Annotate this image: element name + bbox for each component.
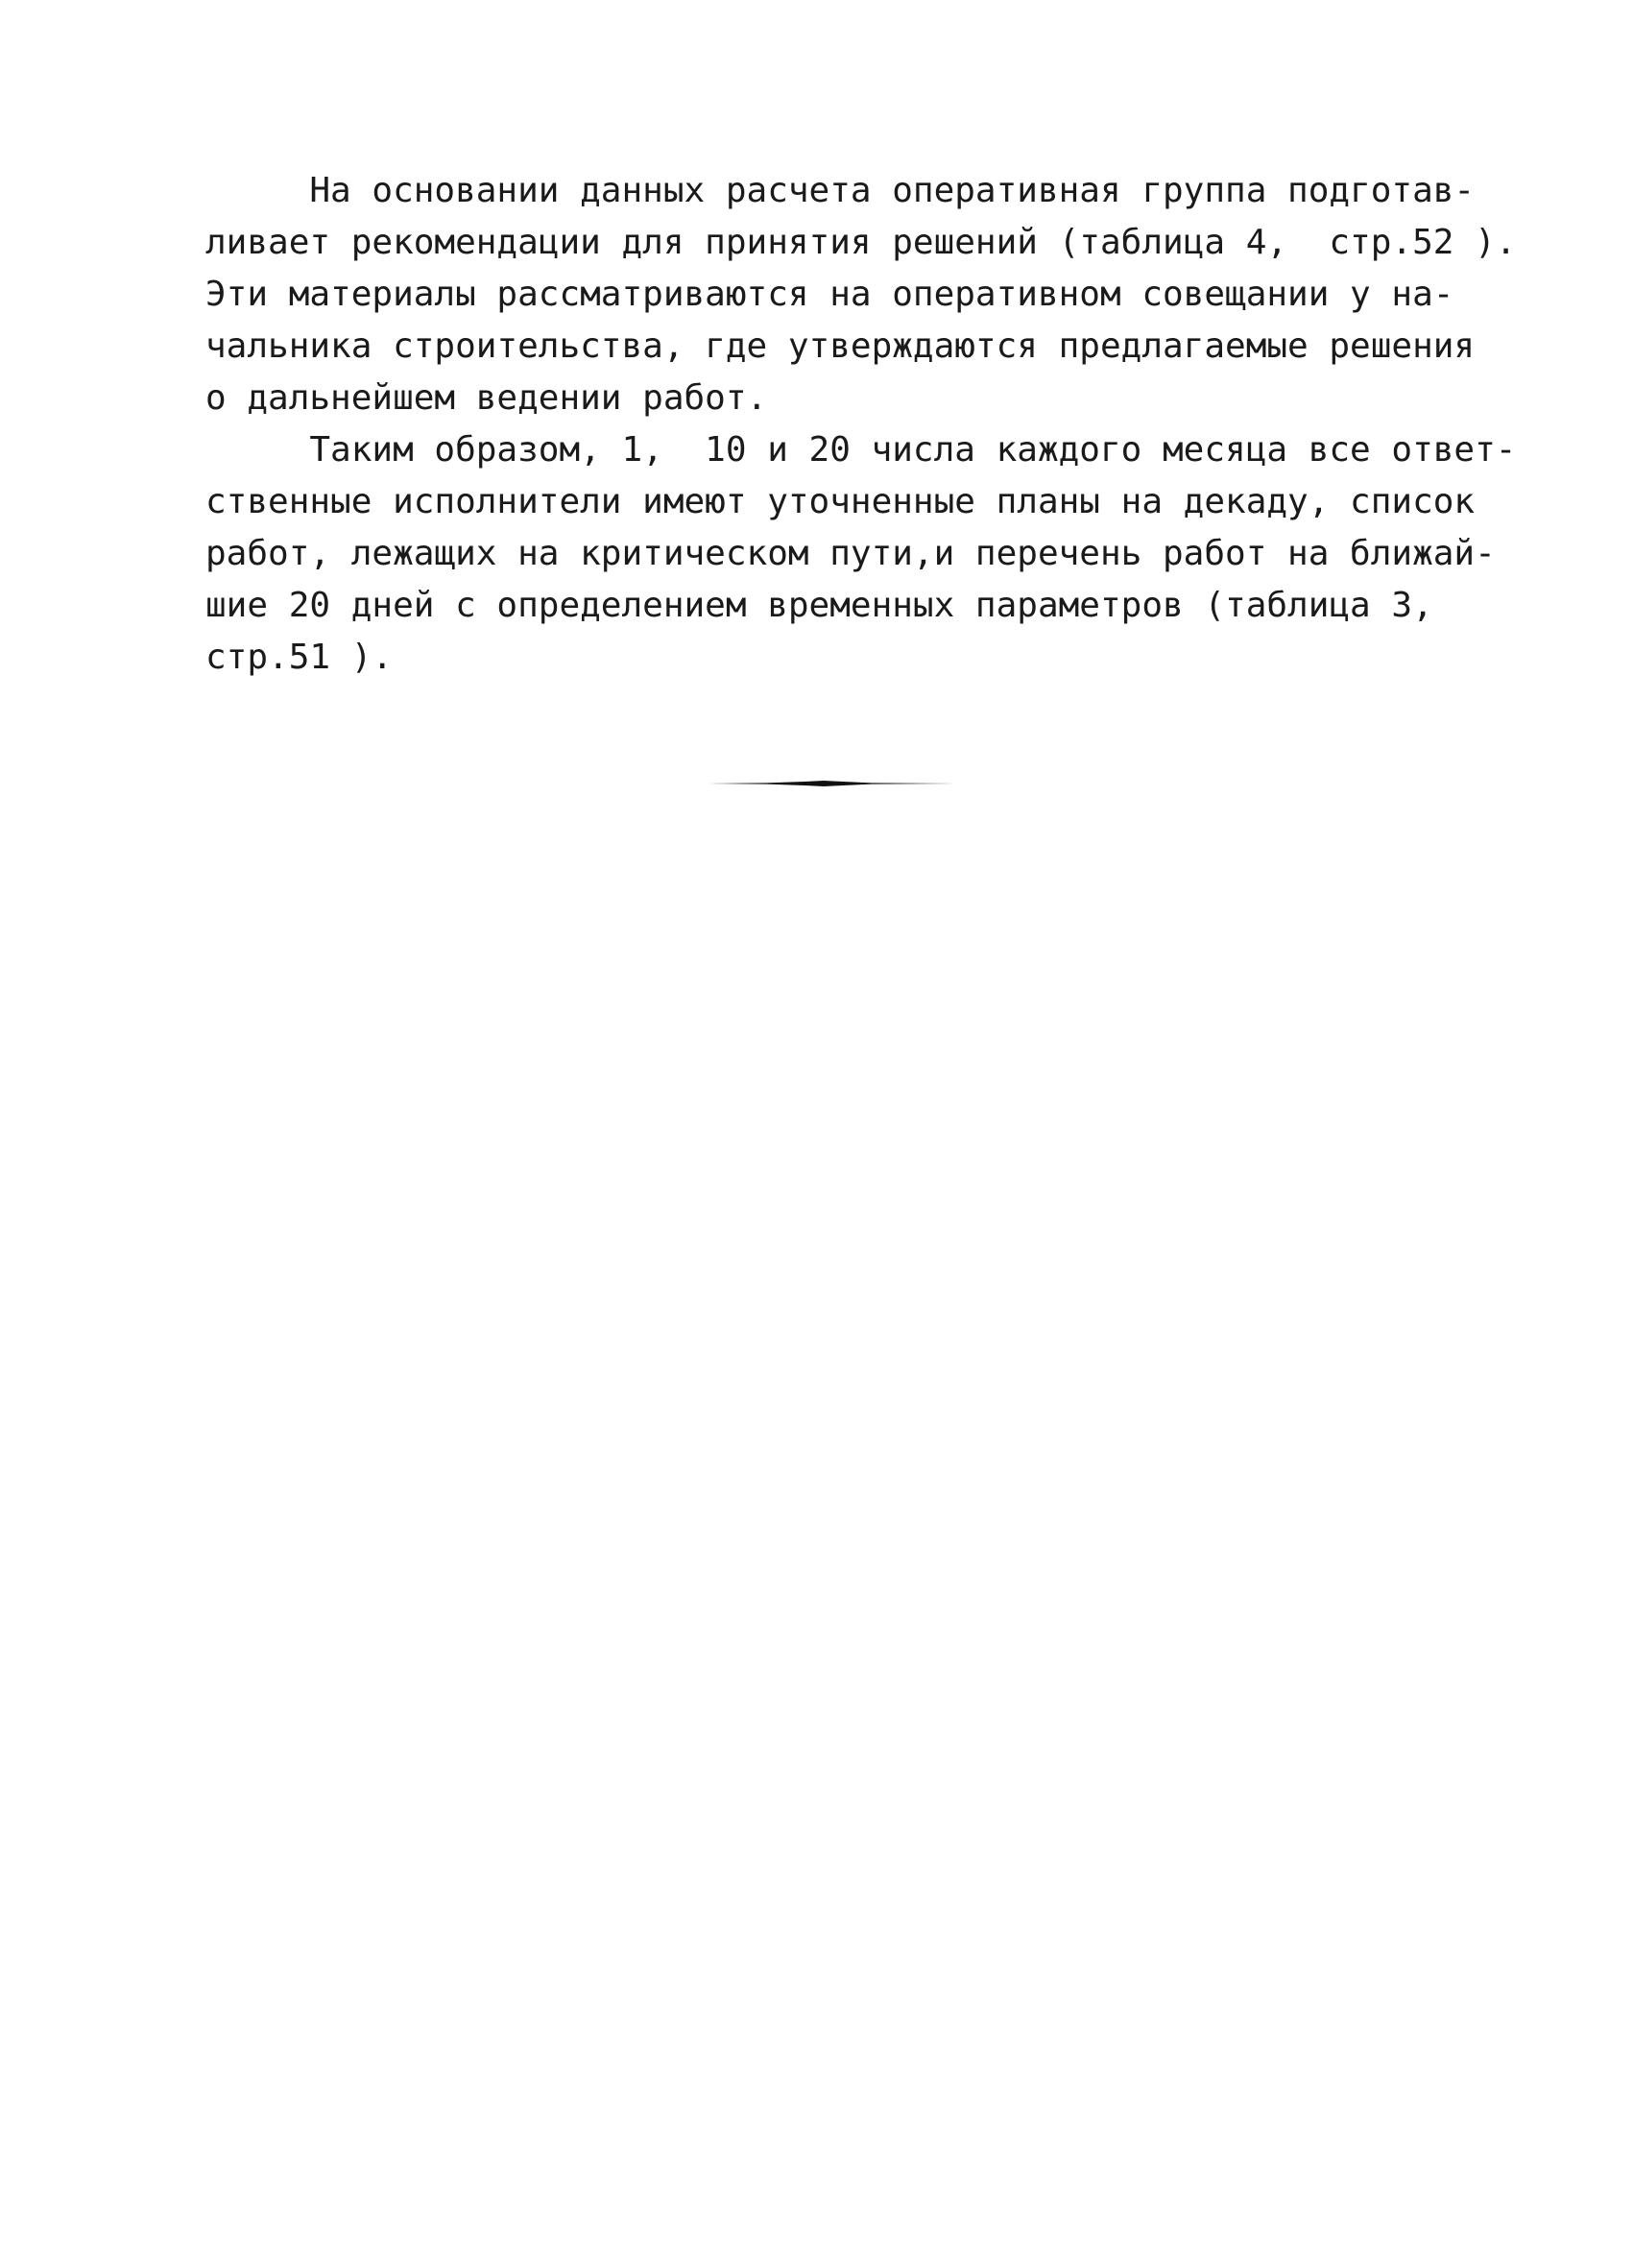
text-line: о дальнейшем ведении работ.	[205, 378, 768, 418]
text-line: шие 20 дней с определением временных параметров (таблица 3,	[205, 586, 1433, 625]
text-line: работ, лежащих на критическом пути,и перечень работ на ближай-	[205, 534, 1496, 573]
text-line: стр.51 ).	[205, 638, 394, 677]
text-line: чальника строительства, где утверждаются предлагаемые решения	[205, 326, 1476, 366]
text-line: ливает рекомендации для принятия решений (таблица 4, стр.52 ).	[205, 223, 1517, 262]
paragraph-2	[205, 424, 1517, 684]
text-line: ственные исполнители имеют уточненные планы на декаду, список	[205, 482, 1476, 521]
text-line: Таким образом, 1, 10 и 20 числа каждого месяца все ответ-	[205, 430, 1517, 470]
text-line: Эти материалы рассматриваются на оперативном совещании у на-	[205, 275, 1454, 314]
body-text	[205, 165, 1517, 684]
section-end-rule	[708, 780, 956, 787]
paragraph-1	[205, 165, 1517, 424]
text-line: На основании данных расчета оперативная группа подготав-	[205, 171, 1476, 210]
